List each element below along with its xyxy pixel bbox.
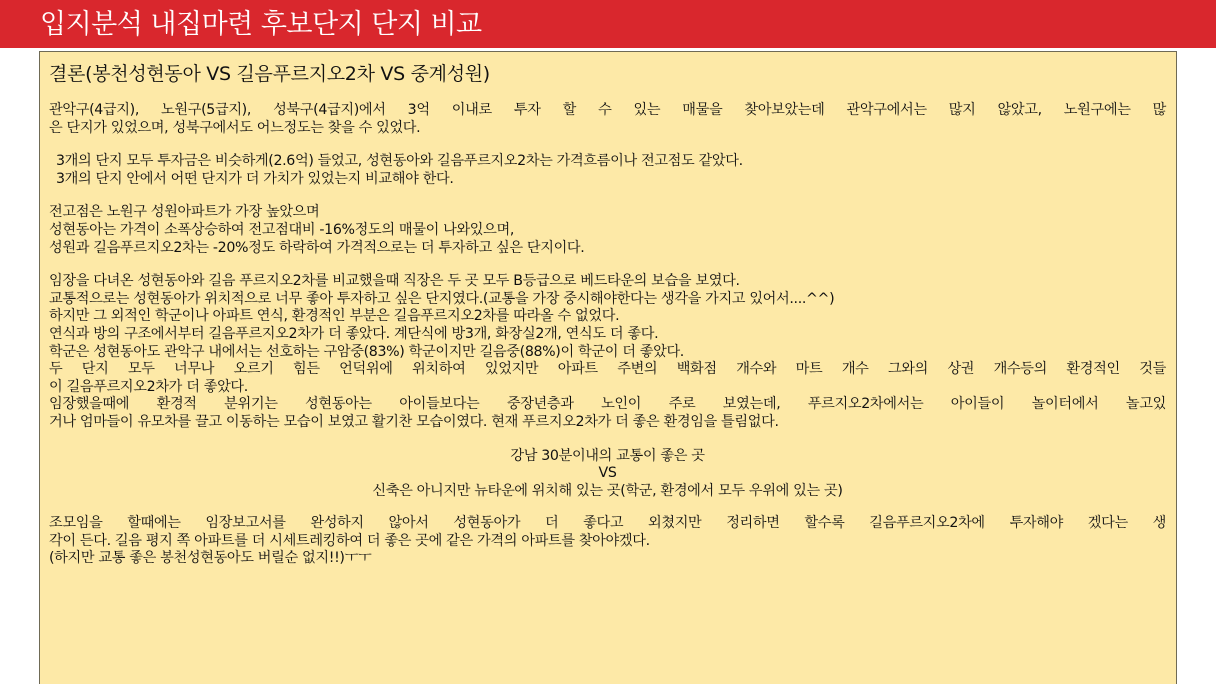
comparison-option-b: 신축은 아니지만 뉴타운에 위치해 있는 곳(학군, 환경에서 모두 우위에 있는 곳) — [372, 482, 843, 499]
slide-title: 입지분석 내집마련 후보단지 단지 비교 — [40, 8, 482, 40]
intro-line: 관악구(4급지), 노원구(5급지), 성북구(4급지)에서 3억 이내로 투자 할 수 있는 매물을 찾아보았는데 관악구에서는 많지 않았고, 노원구에는 많 — [49, 102, 1166, 118]
field-visit-line: 하지만 그 외적인 학군이나 아파트 연식, 환경적인 부분은 길음푸르지오2차를 따라올 수 없었다. — [49, 308, 620, 325]
field-visit-line: 두 단지 모두 너무나 오르기 힘든 언덕위에 위치하여 있었지만 아파트 주변의 백화점 개수와 마트 개수 그와의 상권 개수등의 환경적인 것들 — [49, 361, 1166, 378]
conclusion-heading: 결론(봉천성현동아 VS 길음푸르지오2차 VS 중계성원) — [49, 63, 490, 85]
title-bar — [0, 0, 1216, 48]
field-visit-line: 임장을 다녀온 성현동아와 길음 푸르지오2차를 비교했을때 직장은 두 곳 모두 B등급으로 베드타운의 보습을 보였다. — [49, 273, 740, 290]
investment-paragraph — [49, 153, 1166, 188]
field-visit-line: 임장했을때에 환경적 분위기는 성현동아는 아이들보다는 중장년층과 노인이 주로 보였는데, 푸르지오2차에서는 아이들이 놀이터에서 놀고있 — [49, 396, 1166, 413]
conclusion-box — [39, 51, 1177, 684]
closing-line: 조모임을 할때에는 임장보고서를 완성하지 않아서 성현동아가 더 좋다고 외쳤지만 정리하면 할수록 길음푸르지오2차에 투자해야 겠다는 생 — [49, 515, 1166, 532]
field-visit-line: 이 길음푸르지오2차가 더 좋았다. — [49, 378, 248, 395]
peak-line: 전고점은 노원구 성원아파트가 가장 높았으며 — [49, 204, 320, 221]
field-visit-line: 연식과 방의 구조에서부터 길음푸르지오2차가 더 좋았다. 계단식에 방3개, 화장실2개, 연식도 더 좋다. — [49, 325, 659, 342]
comparison-vs: VS — [598, 465, 617, 482]
investment-line: 3개의 단지 안에서 어떤 단지가 더 가치가 있었는지 비교해야 한다. — [56, 170, 454, 187]
comparison-option-a: 강남 30분이내의 교통이 좋은 곳 — [510, 447, 705, 464]
peak-line: 성원과 길음푸르지오2차는 -20%정도 하락하여 가격적으로는 더 투자하고 싶은 단지이다. — [49, 239, 585, 256]
intro-paragraph — [49, 102, 1166, 137]
closing-paragraph — [49, 515, 1166, 568]
field-visit-line: 학군은 성현동아도 관악구 내에서는 선호하는 구암중(83%) 학군이지만 길음중(88%)이 학군이 더 좋았다. — [49, 343, 684, 360]
closing-line: 각이 든다. 길음 평지 쪽 아파트를 더 시세트레킹하여 더 좋은 곳에 같은 가격의 아파트를 찾아야겠다. — [49, 532, 650, 549]
peak-paragraph — [49, 204, 1166, 257]
closing-line: (하지만 교통 좋은 봉천성현동아도 버릴순 없지!!)ㅜㅜ — [49, 550, 372, 567]
field-visit-paragraph — [49, 273, 1166, 431]
peak-line: 성현동아는 가격이 소폭상승하여 전고점대비 -16%정도의 매물이 나와있으며, — [49, 221, 515, 238]
intro-line: 은 단지가 있었으며, 성북구에서도 어느정도는 찾을 수 있었다. — [49, 119, 421, 136]
comparison-block — [49, 448, 1166, 501]
field-visit-line: 거나 엄마들이 유모차를 끌고 이동하는 모습이 보였고 활기찬 모습이였다. 현재 푸르지오2차가 더 좋은 환경임을 틀림없다. — [49, 413, 779, 430]
field-visit-line: 교통적으로는 성현동아가 위치적으로 너무 좋아 투자하고 싶은 단지였다.(교통을 가장 중시해야한다는 생각을 가지고 있어서....^^) — [49, 290, 835, 307]
investment-line: 3개의 단지 모두 투자금은 비슷하게(2.6억) 들었고, 성현동아와 길음푸르지오2차는 가격흐름이나 전고점도 같았다. — [56, 153, 743, 170]
